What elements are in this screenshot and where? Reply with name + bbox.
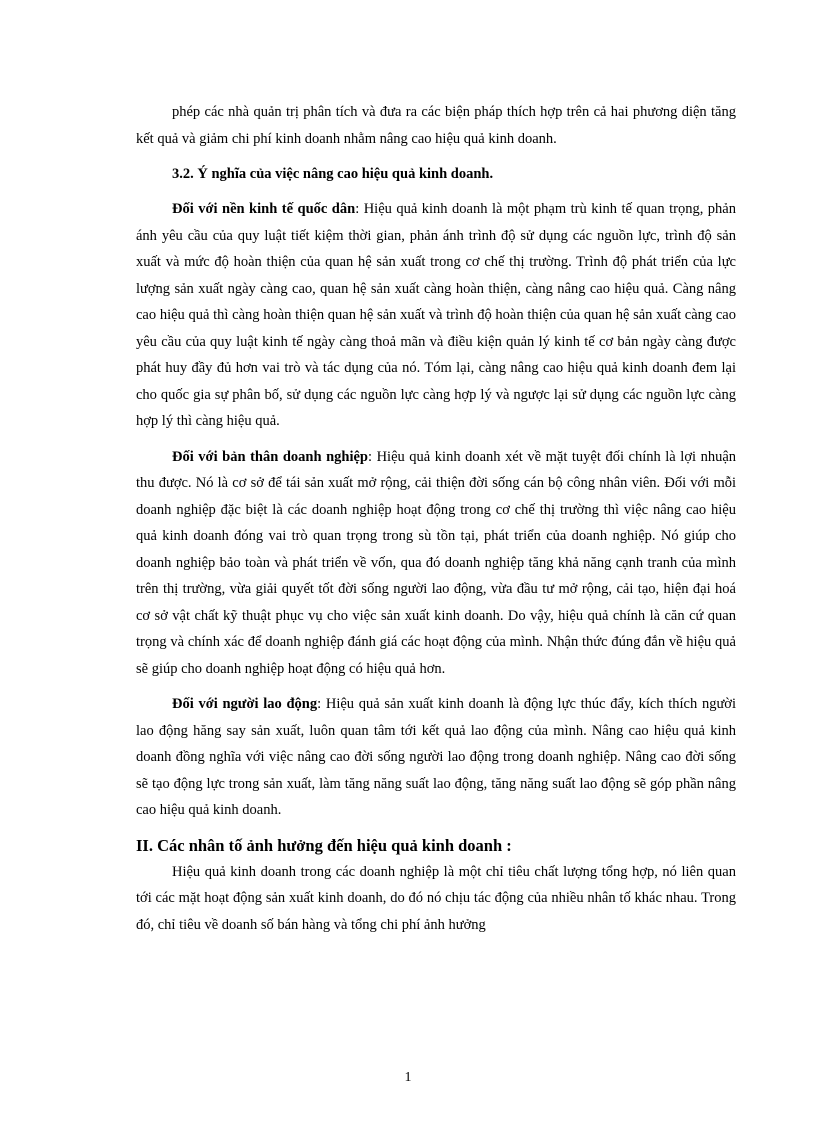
workers-paragraph	[136, 691, 736, 824]
workers-lead: Đối với người lao động	[172, 696, 318, 712]
workers-text: : Hiệu quả sản xuất kinh doanh là động lực thúc đẩy, kích thích người lao động hăng say sản xuất, luôn quan tâm tới kết quả lao động của mình. Nâng cao hiệu quả kinh doanh đồng nghĩa với việc nâng cao đời sống người lao động trong doanh nghiệp. Nâng cao đời sống sẽ tạo động lực trong sản xuất, làm tăng năng suất lao động, tăng năng suất lao động sẽ góp phần nâng cao hiệu quả kinh doanh.	[136, 696, 736, 818]
final-paragraph: Hiệu quả kinh doanh trong các doanh nghiệp là một chỉ tiêu chất lượng tổng hợp, nó liên quan tới các mặt hoạt động sản xuất kinh doanh, do đó nó chịu tác động của nhiều nhân tố khác nhau. Trong đó, chỉ tiêu về doanh số bán hàng và tổng chi phí ảnh hưởng	[136, 863, 736, 933]
enterprise-lead: Đối với bản thân doanh nghiệp	[172, 448, 368, 465]
page-number: 1	[404, 1070, 412, 1085]
intro-paragraph: phép các nhà quản trị phân tích và đưa ra các biện pháp thích hợp trên cả hai phương diện tăng kết quả và giảm chi phí kinh doanh nhằm nâng cao hiệu quả kinh doanh.	[136, 104, 736, 147]
economy-text: : Hiệu quả kinh doanh là một phạm trù kinh tế quan trọng, phản ánh yêu cầu của quy luật tiết kiệm thời gian, phản ánh trình độ sử dụng các nguồn lực, trình độ sản xuất và mức độ hoàn thiện của quan hệ sản xuất trong cơ chế thị trường. Trình độ phát triển của lực lượng sản xuất ngày càng cao, quan hệ sản xuất càng hoàn thiện, càng nâng cao hiệu quả. Càng nâng cao hiệu quả thì càng hoàn thiện quan hệ sản xuất và trình độ hoàn thiện của quan hệ sản xuất càng cao yêu cầu của quy luật kinh tế ngày càng thoả mãn và điều kiện quản lý kinh tế cơ bản ngày càng được phát huy đầy đủ hơn vai trò và tác dụng của nó. Tóm lại, càng nâng cao hiệu quả kinh doanh đem lại cho quốc gia sự phân bố, sử dụng các nguồn lực càng hợp lý và ngược lại sử dụng các nguồn lực càng hợp lý thì càng hiệu quả.	[136, 201, 736, 429]
economy-lead: Đối với nền kinh tế quốc dân	[172, 201, 356, 217]
chapter-heading: II. Các nhân tố ảnh hưởng đến hiệu quả kinh doanh :	[136, 835, 512, 855]
page-content	[136, 99, 736, 938]
economy-paragraph	[136, 196, 736, 435]
enterprise-text: : Hiệu quả kinh doanh xét về mặt tuyệt đối chính là lợi nhuận thu được. Nó là cơ sở để tái sản xuất mở rộng, cải thiện đời sống cán bộ công nhân viên. Đối với mỗi doanh nghiệp đặc biệt là các doanh nghiệp hoạt động trong cơ chế thị trường thì việc nâng cao hiệu quả kinh doanh đóng vai trò quan trọng trong sù tồn tại, phát triển của doanh nghiệp. Nó giúp cho doanh nghiệp bảo toàn và phát triển về vốn, qua đó doanh nghiệp tăng khả năng cạnh tranh của mình trên thị trường, vừa giải quyết tốt đời sống người lao động, vừa đầu tư mở rộng, cải tạo, hiện đại hoá cơ sở vật chất kỹ thuật phục vụ cho việc sản xuất kinh doanh. Do vậy, hiệu quả chính là căn cứ quan trọng và chính xác để doanh nghiệp đánh giá các hoạt động của mình. Nhận thức đúng đắn về hiệu quả sẽ giúp cho doanh nghiệp hoạt động có hiệu quả hơn.	[136, 448, 737, 677]
enterprise-paragraph	[136, 444, 736, 683]
section-heading: 3.2. Ý nghĩa của việc nâng cao hiệu quả kinh doanh.	[172, 166, 494, 182]
